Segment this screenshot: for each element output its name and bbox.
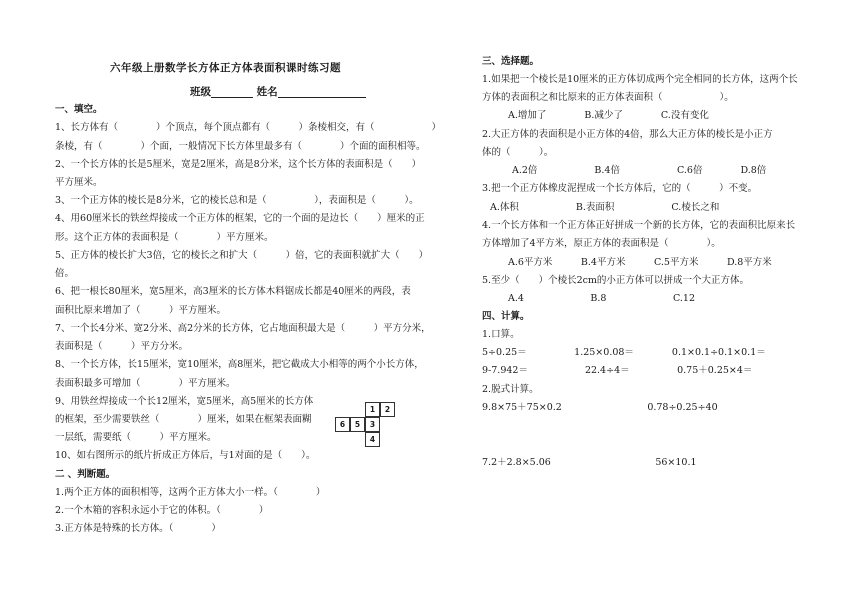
net-cell: 5: [350, 417, 365, 432]
question-line: 面积比原来增加了（ ）平方厘米。: [55, 305, 227, 316]
question-line: 1、长方体有（ ）个顶点，每个顶点都有（ ）条棱相交，有（ ）: [55, 122, 442, 133]
section-heading: 一、填空。: [55, 104, 103, 115]
question-line: 3.正方体是特殊的长方体。（ ）: [55, 523, 221, 534]
net-cell: 6: [335, 417, 350, 432]
net-cell: 1: [365, 402, 380, 417]
question-line: 4.一个长方体和一个正方体正好拼成一个新的长方体，它的表面积比原来长: [482, 220, 796, 231]
question-line: 条棱，有（ ）个面，一般情况下长方体里最多有（ ）个面的面积相等。: [55, 141, 426, 152]
question-line: 1.两个正方体的面积相等，这两个正方体大小一样。（ ）: [55, 487, 326, 498]
question-line: 5÷0.25＝ 1.25×0.08＝ 0.1×0.1÷0.1×0.1＝: [482, 347, 766, 358]
question-line: 方体增加了4平方米，原正方体的表面积是（ ）。: [482, 238, 721, 249]
question-line: 5、正方体的棱长扩大3倍，它的棱长之和扩大（ ）倍，它的表面积就扩大（ ）: [55, 250, 429, 261]
question-line: 方体的表面积之和比原来的正方体表面积（ ）。: [482, 92, 734, 103]
question-line: 2、一个长方体的长是5厘米，宽是2厘米，高是8分米，这个长方体的表面积是（ ）: [55, 159, 422, 170]
question-line: A.6平方米 B.4平方米 C.5平方米 D.8平方米: [508, 257, 772, 268]
question-line: 6、把一根长80厘米，宽5厘米，高3厘米的长方体木料锯成长都是40厘米的两段，表: [55, 286, 411, 297]
question-line: 体的（ ）。: [482, 147, 554, 158]
class-blank[interactable]: [211, 86, 253, 98]
question-line: 2.脱式计算。: [482, 384, 539, 395]
question-line: 5.至少（ ）个棱长2cm的小正方体可以拼成一个大正方体。: [482, 275, 749, 286]
question-line: 表面积是（ ）平方分米。: [55, 341, 189, 352]
question-line: 4、用60厘米长的铁丝焊接成一个正方体的框架，它的一个面的是边长（ ）厘米的正: [55, 213, 425, 224]
net-cell: 4: [365, 432, 380, 447]
question-line: 倍。: [55, 268, 75, 279]
name-blank[interactable]: [278, 86, 366, 98]
question-line: 7、一个长4分米、宽2分米、高2分米的长方体，它占地面积最大是（ ）平方分米，: [55, 323, 431, 334]
question-line: 1.如果把一个棱长是10厘米的正方体切成两个完全相同的长方体，这两个长: [482, 74, 798, 85]
student-info-line: [190, 86, 366, 98]
class-label: 班级: [190, 86, 211, 98]
question-line: 平方厘米。: [55, 177, 103, 188]
net-cell: 3: [365, 417, 380, 432]
question-line: 的框架，至少需要铁丝（ ）厘米，如果在框架表面糊: [55, 414, 312, 425]
question-line: 8、一个长方体，长15厘米，宽10厘米，高8厘米，把它截成大小相等的两个小长方体，: [55, 359, 424, 370]
question-line: 3、一个正方体的棱长是8分米，它的棱长总和是（ ），表面积是（ ）。: [55, 195, 419, 206]
question-line: A.4 B.8 C.12: [508, 293, 696, 304]
question-line: A.增加了 B.减少了 C.没有变化: [508, 110, 709, 121]
net-cell: 2: [380, 402, 395, 417]
question-line: 形。这个正方体的表面积是（ ）平方厘米。: [55, 232, 274, 243]
section-heading: 四、计算。: [482, 311, 530, 322]
cube-net-figure: [333, 402, 397, 450]
question-line: A.体积 B.表面积 C.棱长之和: [490, 202, 720, 213]
question-line: 9、用铁丝焊接成一个长12厘米，宽5厘米，高5厘米的长方体: [55, 396, 314, 407]
question-line: 2.一个木箱的容积永远小于它的体积。（ ）: [55, 505, 269, 516]
name-label: 姓名: [256, 86, 278, 98]
question-line: 一层纸，需要纸（ ）平方厘米。: [55, 432, 217, 443]
section-heading: 三、选择题。: [482, 56, 540, 67]
page-title: 六年级上册数学长方体正方体表面积课时练习题: [110, 62, 341, 74]
question-line: A.2倍 B.4倍 C.6倍 D.8倍: [512, 165, 767, 176]
question-line: 3.把一个正方体橡皮泥捏成一个长方体后，它的（ ）不变。: [482, 183, 758, 194]
section-heading: 二 、判断题。: [55, 469, 116, 480]
question-line: 7.2＋2.8×5.06 56×10.1: [482, 457, 697, 468]
question-line: 2.大正方体的表面积是小正方体的4倍，那么大正方体的棱长是小正方: [482, 129, 773, 140]
question-line: 10、如右图所示的纸片折成正方体后，与1对面的是（ ）。: [55, 450, 316, 461]
question-line: 9-7.942＝ 22.4÷4＝ 0.75＋0.25×4＝: [482, 365, 753, 376]
question-line: 表面积最多可增加（ ）平方厘米。: [55, 378, 236, 389]
question-line: 9.8×75＋75×0.2 0.78÷0.25÷40: [482, 402, 718, 413]
question-line: 1.口算。: [482, 329, 520, 340]
